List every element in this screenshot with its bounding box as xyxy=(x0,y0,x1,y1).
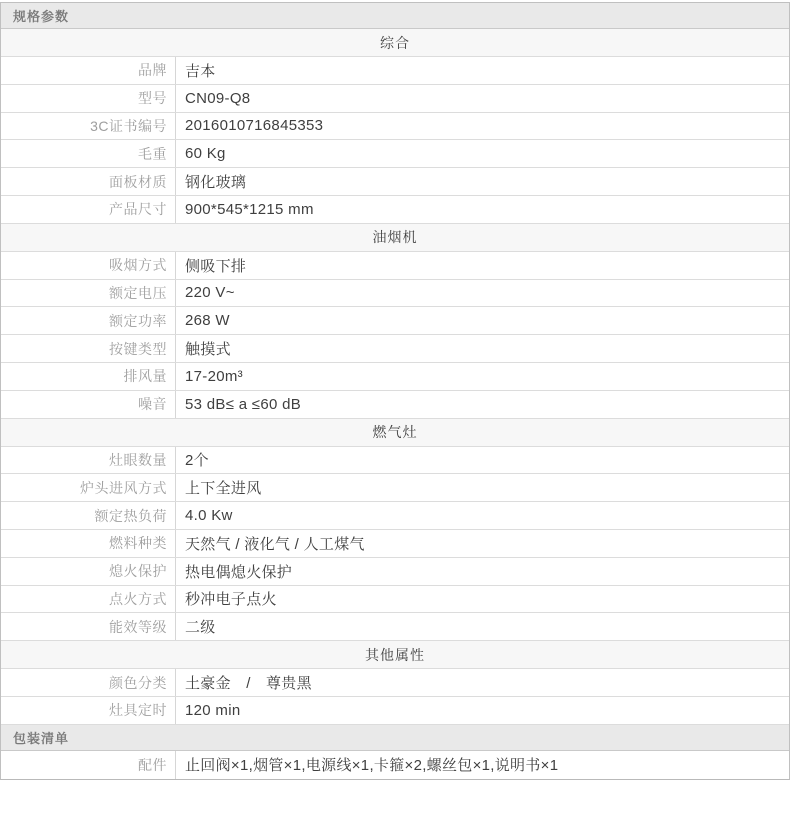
spec-value: CN09-Q8 xyxy=(185,89,251,107)
table-row xyxy=(1,196,789,224)
table-row xyxy=(1,447,789,475)
table-row xyxy=(1,363,789,391)
spec-label: 颜色分类 xyxy=(1,669,176,696)
section-header-range-hood xyxy=(1,224,789,252)
spec-label: 配件 xyxy=(1,751,176,779)
spec-label: 灶眼数量 xyxy=(1,447,176,474)
spec-value: 120 min xyxy=(185,701,241,719)
spec-value: 268 W xyxy=(185,312,230,330)
spec-value: 17-20m³ xyxy=(185,367,243,385)
section-header-gas-stove xyxy=(1,419,789,447)
packing-list-bar-title: 包装清单 xyxy=(13,730,70,746)
table-row xyxy=(1,113,789,141)
section-title: 其他属性 xyxy=(365,646,425,663)
spec-label: 燃料种类 xyxy=(1,530,176,557)
spec-params-bar xyxy=(1,3,789,29)
spec-label: 吸烟方式 xyxy=(1,252,176,279)
spec-label: 产品尺寸 xyxy=(1,196,176,223)
section-title: 油烟机 xyxy=(372,229,418,246)
spec-value: 二级 xyxy=(185,619,216,637)
table-row xyxy=(1,140,789,168)
spec-value: 53 dB≤ a ≤60 dB xyxy=(185,395,302,413)
spec-label: 品牌 xyxy=(1,57,176,84)
spec-value: 上下全进风 xyxy=(185,480,262,498)
spec-value: 2个 xyxy=(185,452,209,470)
spec-value: 止回阀×1,烟管×1,电源线×1,卡箍×2,螺丝包×1,说明书×1 xyxy=(185,757,559,775)
spec-label: 噪音 xyxy=(1,391,176,418)
table-row xyxy=(1,252,789,280)
table-row xyxy=(1,558,789,586)
spec-value: 4.0 Kw xyxy=(185,507,233,525)
spec-value: 900*545*1215 mm xyxy=(185,200,314,218)
spec-label: 面板材质 xyxy=(1,168,176,195)
spec-label: 额定热负荷 xyxy=(1,502,176,529)
spec-label: 毛重 xyxy=(1,140,176,167)
spec-value: 60 Kg xyxy=(185,145,226,163)
table-row xyxy=(1,751,789,779)
table-row xyxy=(1,391,789,419)
spec-params-bar-title: 规格参数 xyxy=(13,9,70,24)
spec-label: 点火方式 xyxy=(1,586,176,613)
section-title: 燃气灶 xyxy=(372,424,418,441)
spec-label: 额定功率 xyxy=(1,307,176,334)
spec-label: 排风量 xyxy=(1,363,176,390)
table-row xyxy=(1,168,789,196)
spec-value: 220 V~ xyxy=(185,284,235,302)
spec-value: 土豪金 / 尊贵黑 xyxy=(185,675,312,693)
packing-list-bar xyxy=(1,725,789,751)
spec-label: 按键类型 xyxy=(1,335,176,362)
spec-label: 能效等级 xyxy=(1,613,176,640)
table-row xyxy=(1,57,789,85)
spec-value: 天然气 / 液化气 / 人工煤气 xyxy=(185,535,365,553)
spec-label: 型号 xyxy=(1,85,176,112)
spec-label: 3C证书编号 xyxy=(1,113,176,140)
table-row xyxy=(1,586,789,614)
spec-value: 钢化玻璃 xyxy=(185,174,247,192)
table-row xyxy=(1,280,789,308)
spec-value: 秒冲电子点火 xyxy=(185,591,277,609)
section-title: 综合 xyxy=(380,34,410,51)
spec-label: 炉头进风方式 xyxy=(1,474,176,501)
table-row xyxy=(1,85,789,113)
section-header-other xyxy=(1,641,789,669)
spec-label: 熄火保护 xyxy=(1,558,176,585)
table-row xyxy=(1,697,789,725)
table-row xyxy=(1,669,789,697)
spec-label: 额定电压 xyxy=(1,280,176,307)
spec-value: 侧吸下排 xyxy=(185,257,247,275)
table-row xyxy=(1,613,789,641)
table-row xyxy=(1,530,789,558)
spec-value: 吉本 xyxy=(185,62,216,80)
table-row xyxy=(1,307,789,335)
section-header-general xyxy=(1,29,789,57)
spec-value: 触摸式 xyxy=(185,341,231,359)
table-row xyxy=(1,502,789,530)
spec-label: 灶具定时 xyxy=(1,697,176,724)
spec-table xyxy=(0,2,790,780)
spec-value: 热电偶熄火保护 xyxy=(185,563,293,581)
table-row xyxy=(1,335,789,363)
spec-value: 2016010716845353 xyxy=(185,117,324,135)
table-row xyxy=(1,474,789,502)
